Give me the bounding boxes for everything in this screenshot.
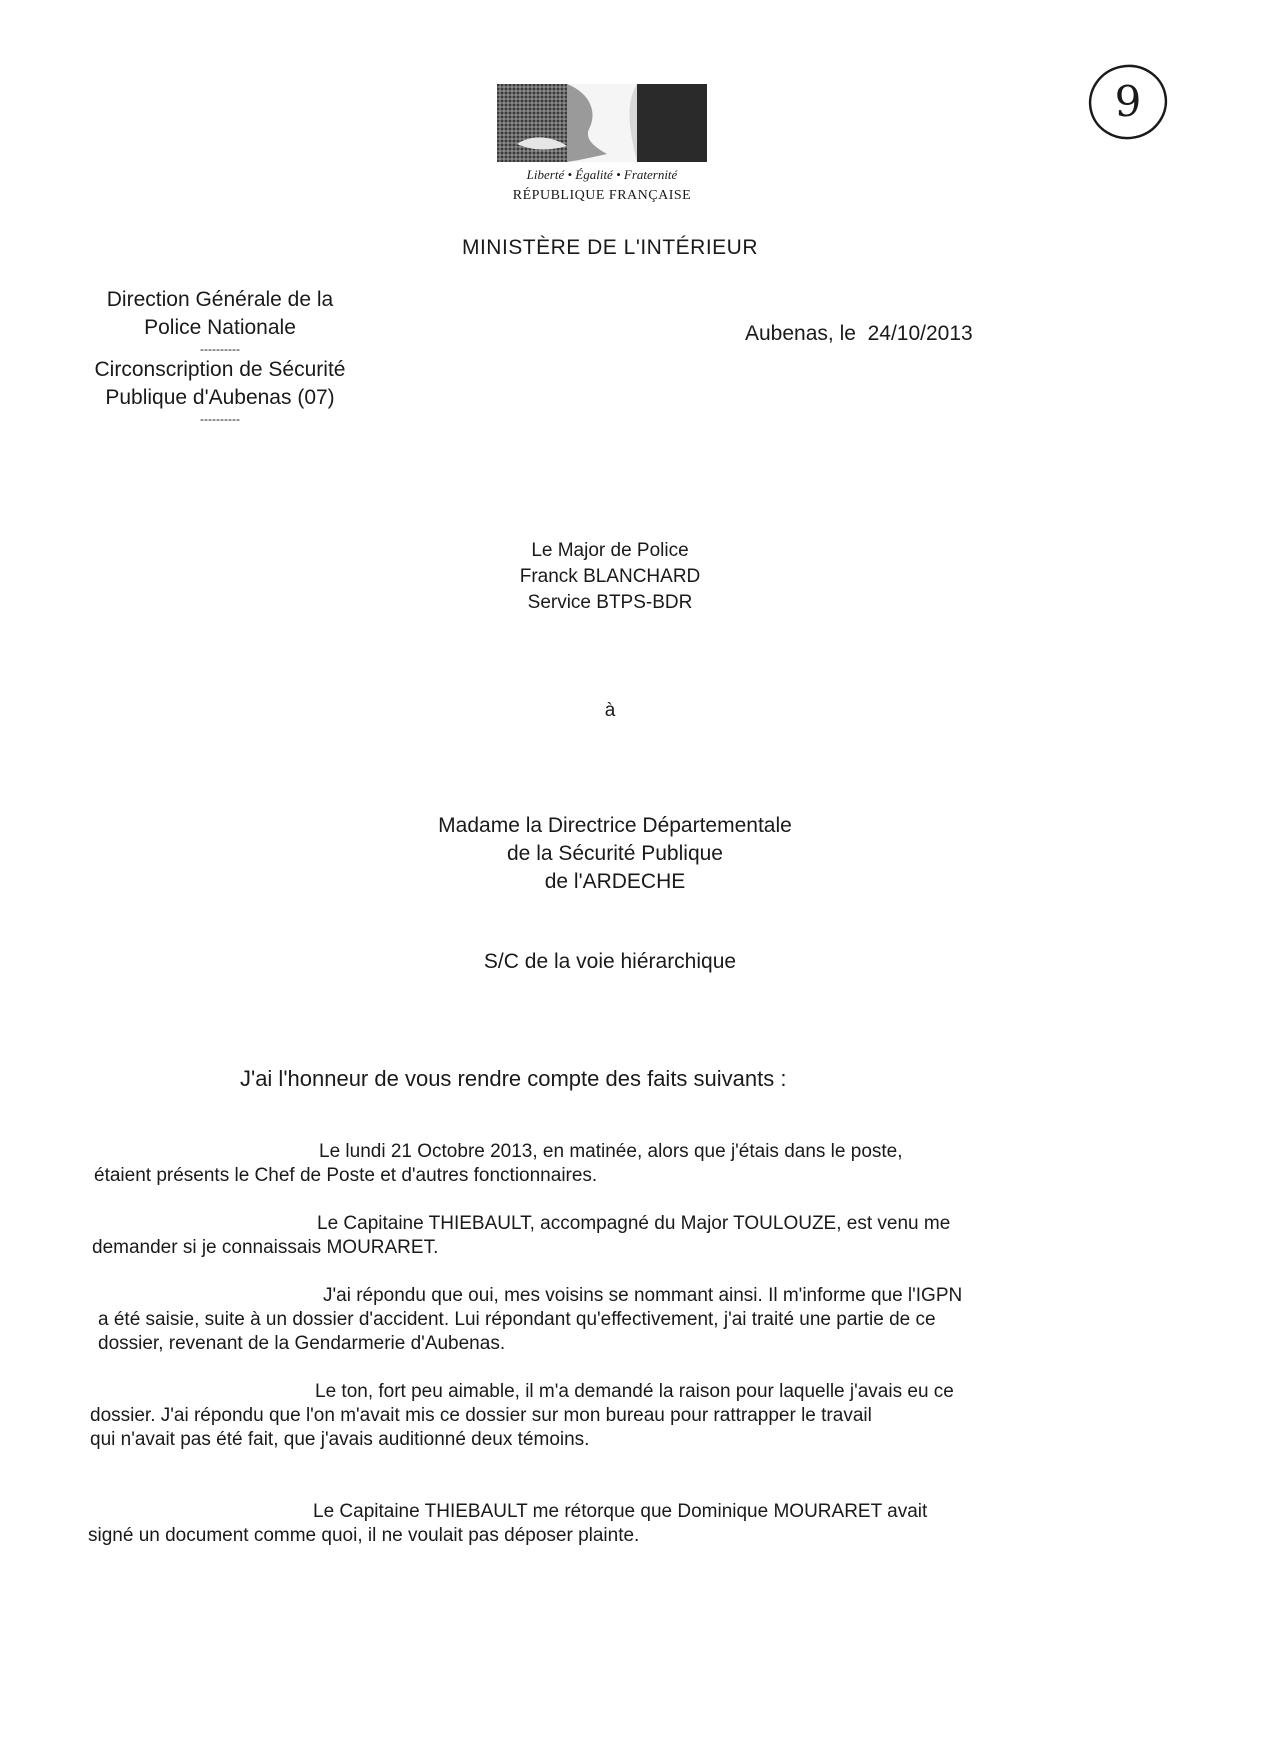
intro-sentence: J'ai l'honneur de vous rendre compte des faits suivants : [240,1066,787,1091]
paragraph-first-line: Le Capitaine THIEBAULT me rétorque que Dominique MOURARET avait [313,1501,928,1522]
paragraph-line: a été saisie, suite à un dossier d'accident. Lui répondant qu'effectivement, j'ai traité une partie de ce [98,1309,936,1330]
to-word: à [604,700,616,721]
administration-line-4: Publique d'Aubenas (07) [105,386,335,409]
from-line-2: Franck BLANCHARD [519,566,701,587]
paragraph-first-line: Le Capitaine THIEBAULT, accompagné du Major TOULOUZE, est venu me [317,1213,951,1234]
paragraph-line: qui n'avait pas été fait, que j'avais auditionné deux témoins. [90,1429,590,1450]
paragraph [92,1212,1092,1260]
administration-line-3: Circonscription de Sécurité [94,358,346,381]
paragraph-line: dossier. J'ai répondu que l'on m'avait mis ce dossier sur mon bureau pour rattrapper le travail [90,1405,872,1426]
via-hierarchy: S/C de la voie hiérarchique [483,950,737,973]
recipient-line-3: de l'ARDECHE [544,870,686,893]
from-line-1: Le Major de Police [531,540,689,561]
sender-administration [60,286,380,426]
from-line-3: Service BTPS-BDR [527,592,693,613]
recipient-line-1: Madame la Directrice Départementale [438,814,792,837]
paragraph [94,1140,1094,1188]
from-block [440,538,780,616]
recipient-block [380,812,850,896]
marianne-emblem-icon [497,84,707,162]
paragraph-first-line: J'ai répondu que oui, mes voisins se nommant ainsi. Il m'informe que l'IGPN [323,1285,963,1306]
republic-motto: Liberté • Égalité • Fraternité [526,167,678,182]
administration-line-2: Police Nationale [144,316,296,339]
paragraph [90,1380,1190,1452]
paragraph-line: dossier, revenant de la Gendarmerie d'Aubenas. [98,1333,506,1354]
separator: ---------- [200,342,240,356]
recipient-line-2: de la Sécurité Publique [507,842,723,865]
paragraph-first-line: Le ton, fort peu aimable, il m'a demandé la raison pour laquelle j'avais eu ce [315,1381,954,1402]
paragraph-line: demander si je connaissais MOURARET. [92,1237,439,1258]
paragraph-line: étaient présents le Chef de Poste et d'autres fonctionnaires. [94,1165,598,1186]
handwritten-page-number [1083,58,1173,148]
paragraph [98,1284,1198,1356]
date-line: Aubenas, le 24/10/2013 [745,322,973,345]
republic-name: RÉPUBLIQUE FRANÇAISE [512,188,692,203]
paragraph-first-line: Le lundi 21 Octobre 2013, en matinée, alors que j'étais dans le poste, [319,1141,903,1162]
ministry-name: MINISTÈRE DE L'INTÉRIEUR [461,236,759,259]
svg-text:9: 9 [1114,77,1142,126]
administration-line-1: Direction Générale de la [106,288,334,311]
circle-mark-icon [1083,58,1173,148]
republic-logo [497,84,707,214]
paragraph-line: signé un document comme quoi, il ne voulait pas déposer plainte. [88,1525,640,1546]
paragraph [88,1500,1088,1548]
separator: ---------- [200,412,240,426]
